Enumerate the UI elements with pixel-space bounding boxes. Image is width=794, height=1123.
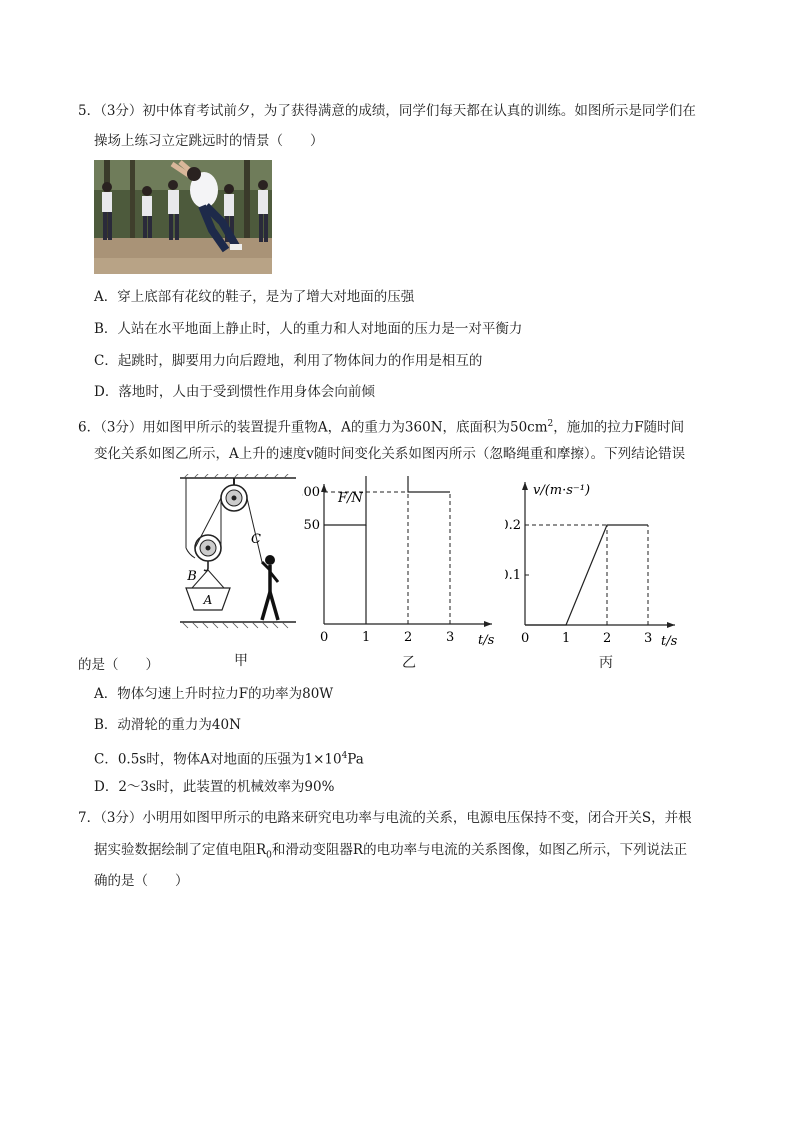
q6-option-d[interactable]: D．2～3s时，此装置的机械效率为90% [94,779,335,795]
y-axis-label: F/N [338,491,363,506]
long-jump-photo-image [94,160,272,274]
velocity-time-chart [505,474,685,650]
data-series-line [525,525,648,625]
pulley-diagram [178,474,302,636]
q6-stem-superscript: 2 [547,419,554,429]
y-axis-label: v/(m·s⁻¹) [533,483,591,498]
q6-option-c-unit: Pa [347,751,364,768]
q6-stem-line1 [78,414,684,438]
y-tick-label: .2 [508,518,521,533]
q7-stem-line1: 7．（3分）小明用如图甲所示的电路来研究电功率与电流的关系，电源电压保持不变，闭合开关S，并根 [78,810,692,826]
x-axis-label: t/s [661,634,678,649]
q5-stem-line1: 5．（3分）初中体育考试前夕，为了获得满意的成绩，同学们每天都在认真的训练。如图所示是同学们在 [78,103,696,119]
force-time-chart [302,476,502,648]
caption-yi: 乙 [402,655,416,671]
x-tick-label: 2 [404,630,413,645]
caption-bing: 丙 [599,655,613,671]
q6-stem-line1-text: 6．（3分）用如图甲所示的装置提升重物A，A的重力为360N，底面积为50cm [78,419,548,436]
q6-option-a[interactable]: A．物体匀速上升时拉力F的功率为80W [94,686,334,702]
q5-option-d[interactable]: D．落地时，人由于受到惯性作用身体会向前倾 [94,384,375,400]
x-axis-label: t/s [478,633,495,648]
q6-stem-line1-end: ，施加的拉力F随时间 [553,419,685,436]
figure-jia-pulley [178,474,302,636]
q5-option-a[interactable]: A．穿上底部有花纹的鞋子，是为了增大对地面的压强 [94,289,415,305]
y-axis-arrow [321,484,327,492]
label-b: B [187,569,197,584]
q6-option-c-superscript: 4 [341,751,348,761]
x-axis-arrow [667,622,675,628]
label-c: C [251,532,261,547]
x-tick-label: 0 [521,631,530,646]
x-tick-label: 0 [320,630,329,645]
label-a: A [203,593,213,607]
figure-yi-force-chart [302,476,502,648]
x-tick-label: 3 [446,630,455,645]
q7-stem-line2-end: 和滑动变阻器R的电功率与电流的关系图像，如图乙所示，下列说法正 [271,842,688,858]
figure-bing-velocity-chart [505,474,685,650]
q6-option-c[interactable] [94,746,364,770]
q6-option-b[interactable]: B．动滑轮的重力为40N [94,717,241,733]
y-tick-label: 00 [303,485,320,500]
q7-stem-line2-text: 据实验数据绘制了定值电阻R [94,842,267,858]
long-jump-photo [94,160,272,274]
q5-option-c[interactable]: C．起跳时，脚要用力向后蹬地，利用了物体间力的作用是相互的 [94,353,483,369]
y-tick-label: 50 [303,518,320,533]
caption-jia: 甲 [234,653,248,669]
q5-option-b[interactable]: B．人站在水平地面上静止时，人的重力和人对地面的压力是一对平衡力 [94,321,523,337]
q6-stem-line2: 变化关系如图乙所示，A上升的速度v随时间变化关系如图丙所示（忽略绳重和摩擦）。下列结论错误 [94,446,686,462]
q5-stem-line2: 操场上练习立定跳远时的情景（ ） [94,133,324,149]
x-tick-label: 1 [562,631,571,646]
q7-stem-line3: 确的是（ ） [94,873,189,889]
x-tick-label: 2 [603,631,612,646]
y-tick-label: .1 [508,568,521,583]
x-axis-arrow [484,621,492,627]
q7-stem-line2 [94,840,687,866]
x-tick-label: 3 [644,631,653,646]
x-tick-label: 1 [362,630,371,645]
q7-stem-subscript: 0 [266,850,272,861]
y-axis-arrow [522,482,528,490]
q6-option-c-text: C．0.5s时，物体A对地面的压强为1×10 [94,751,342,768]
q6-stem-line3: 的是（ ） [78,657,159,673]
